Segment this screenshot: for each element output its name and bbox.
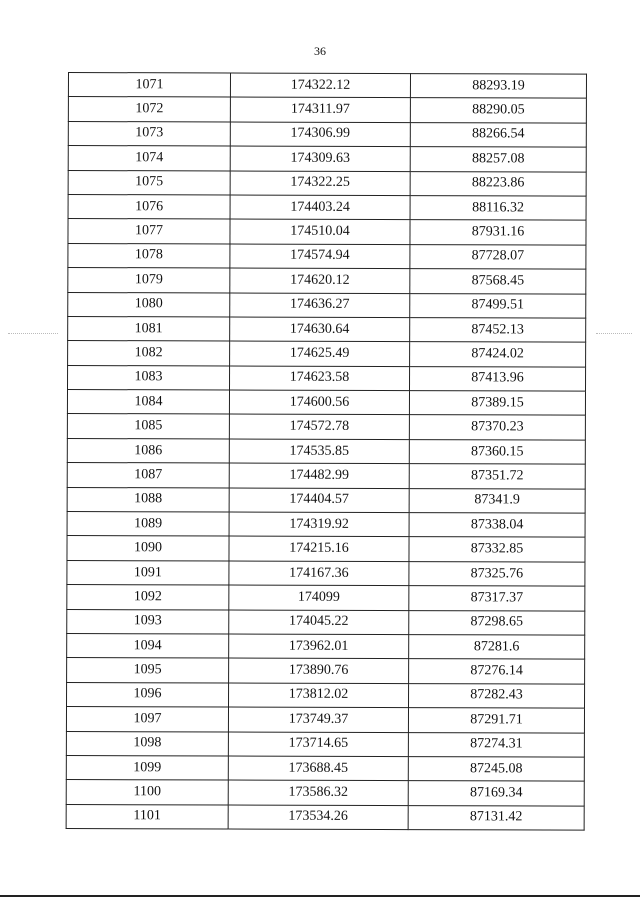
point-id-cell: 1089 (67, 512, 229, 537)
table-row (66, 755, 584, 781)
y-coordinate-cell: 87360.15 (409, 439, 585, 464)
y-coordinate-cell: 87728.07 (410, 244, 586, 269)
x-coordinate-cell: 174625.49 (230, 341, 410, 366)
y-coordinate-cell: 87169.34 (408, 781, 584, 806)
table-row (68, 341, 586, 367)
x-coordinate-cell: 174167.36 (229, 561, 409, 586)
x-coordinate-cell: 173688.45 (228, 756, 408, 781)
coordinate-table-body (66, 73, 586, 831)
scan-artifact (596, 333, 632, 335)
table-row (67, 414, 585, 440)
y-coordinate-cell: 87282.43 (409, 683, 585, 708)
x-coordinate-cell: 174322.25 (230, 171, 410, 196)
x-coordinate-cell: 174630.64 (230, 317, 410, 342)
point-id-cell: 1098 (66, 731, 228, 756)
table-row (68, 316, 586, 342)
point-id-cell: 1095 (67, 658, 229, 683)
table-row (67, 536, 585, 562)
x-coordinate-cell: 174215.16 (229, 536, 409, 561)
y-coordinate-cell: 87499.51 (410, 293, 586, 318)
point-id-cell: 1099 (66, 755, 228, 780)
point-id-cell: 1076 (68, 194, 230, 219)
x-coordinate-cell: 173890.76 (229, 658, 409, 683)
x-coordinate-cell: 174620.12 (230, 268, 410, 293)
x-coordinate-cell: 174306.99 (230, 122, 410, 147)
table-row (67, 512, 585, 538)
page-number: 36 (314, 44, 326, 58)
x-coordinate-cell: 174600.56 (229, 390, 409, 415)
x-coordinate-cell: 174574.94 (230, 244, 410, 269)
point-id-cell: 1093 (67, 609, 229, 634)
x-coordinate-cell: 173586.32 (228, 780, 408, 805)
point-id-cell: 1094 (67, 633, 229, 658)
table-row (66, 731, 584, 757)
table-row (68, 97, 586, 123)
x-coordinate-cell: 174636.27 (230, 293, 410, 318)
y-coordinate-cell: 88116.32 (410, 196, 586, 221)
x-coordinate-cell: 174311.97 (230, 97, 410, 122)
point-id-cell: 1071 (68, 73, 230, 98)
point-id-cell: 1097 (66, 707, 228, 732)
point-id-cell: 1072 (68, 97, 230, 122)
table-row (68, 243, 586, 269)
x-coordinate-cell: 174319.92 (229, 512, 409, 537)
x-coordinate-cell: 174535.85 (229, 439, 409, 464)
coordinate-table (66, 72, 587, 831)
scan-artifact (8, 333, 58, 335)
table-row (68, 292, 586, 318)
table-row (67, 682, 585, 708)
table-row (68, 219, 586, 245)
x-coordinate-cell: 174404.57 (229, 488, 409, 513)
x-coordinate-cell: 174572.78 (229, 414, 409, 439)
y-coordinate-cell: 87413.96 (410, 366, 586, 391)
point-id-cell: 1088 (67, 487, 229, 512)
y-coordinate-cell: 87317.37 (409, 586, 585, 611)
point-id-cell: 1077 (68, 219, 230, 244)
x-coordinate-cell: 173534.26 (228, 805, 408, 830)
y-coordinate-cell: 88257.08 (410, 147, 586, 172)
y-coordinate-cell: 88223.86 (410, 171, 586, 196)
y-coordinate-cell: 87245.08 (408, 757, 584, 782)
table-row (68, 146, 586, 172)
point-id-cell: 1087 (67, 463, 229, 488)
table-row (68, 121, 586, 147)
table-row (66, 707, 584, 733)
point-id-cell: 1090 (67, 536, 229, 561)
y-coordinate-cell: 87291.71 (408, 708, 584, 733)
point-id-cell: 1091 (67, 560, 229, 585)
table-row (68, 170, 586, 196)
table-row (67, 609, 585, 635)
point-id-cell: 1084 (67, 390, 229, 415)
x-coordinate-cell: 174623.58 (230, 366, 410, 391)
point-id-cell: 1101 (66, 804, 228, 829)
table-row (67, 658, 585, 684)
table-row (67, 585, 585, 611)
y-coordinate-cell: 88290.05 (410, 98, 586, 123)
table-row (67, 560, 585, 586)
table-row (67, 390, 585, 416)
x-coordinate-cell: 173749.37 (228, 707, 408, 732)
point-id-cell: 1073 (68, 121, 230, 146)
y-coordinate-cell: 87325.76 (409, 561, 585, 586)
y-coordinate-cell: 87274.31 (408, 732, 584, 757)
point-id-cell: 1079 (68, 268, 230, 293)
table-row (67, 438, 585, 464)
point-id-cell: 1085 (67, 414, 229, 439)
x-coordinate-cell: 173714.65 (228, 732, 408, 757)
x-coordinate-cell: 174482.99 (229, 463, 409, 488)
table-row (66, 780, 584, 806)
y-coordinate-cell: 87341.9 (409, 488, 585, 513)
y-coordinate-cell: 87276.14 (409, 659, 585, 684)
table-row (67, 633, 585, 659)
x-coordinate-cell: 174099 (229, 585, 409, 610)
y-coordinate-cell: 87931.16 (410, 220, 586, 245)
point-id-cell: 1080 (68, 292, 230, 317)
point-id-cell: 1075 (68, 170, 230, 195)
y-coordinate-cell: 87568.45 (410, 269, 586, 294)
table-row (66, 804, 584, 830)
point-id-cell: 1078 (68, 243, 230, 268)
y-coordinate-cell: 87370.23 (409, 415, 585, 440)
y-coordinate-cell: 87389.15 (409, 391, 585, 416)
point-id-cell: 1083 (68, 365, 230, 390)
page-bottom-border (0, 895, 640, 897)
table-row (67, 487, 585, 513)
table-row (68, 73, 586, 99)
point-id-cell: 1092 (67, 585, 229, 610)
x-coordinate-cell: 174309.63 (230, 146, 410, 171)
x-coordinate-cell: 173812.02 (229, 683, 409, 708)
y-coordinate-cell: 87281.6 (409, 635, 585, 660)
point-id-cell: 1074 (68, 146, 230, 171)
x-coordinate-cell: 174322.12 (230, 73, 410, 98)
table-row (67, 463, 585, 489)
y-coordinate-cell: 87351.72 (409, 464, 585, 489)
x-coordinate-cell: 173962.01 (229, 634, 409, 659)
y-coordinate-cell: 87424.02 (410, 342, 586, 367)
y-coordinate-cell: 87338.04 (409, 513, 585, 538)
y-coordinate-cell: 87452.13 (410, 317, 586, 342)
table-row (68, 268, 586, 294)
table-row (68, 194, 586, 220)
y-coordinate-cell: 87332.85 (409, 537, 585, 562)
x-coordinate-cell: 174045.22 (229, 610, 409, 635)
y-coordinate-cell: 88293.19 (410, 74, 586, 99)
y-coordinate-cell: 88266.54 (410, 122, 586, 147)
point-id-cell: 1100 (66, 780, 228, 805)
point-id-cell: 1082 (68, 341, 230, 366)
point-id-cell: 1081 (68, 316, 230, 341)
y-coordinate-cell: 87298.65 (409, 610, 585, 635)
table-row (68, 365, 586, 391)
x-coordinate-cell: 174403.24 (230, 195, 410, 220)
y-coordinate-cell: 87131.42 (408, 805, 584, 830)
x-coordinate-cell: 174510.04 (230, 219, 410, 244)
point-id-cell: 1086 (67, 438, 229, 463)
point-id-cell: 1096 (67, 682, 229, 707)
